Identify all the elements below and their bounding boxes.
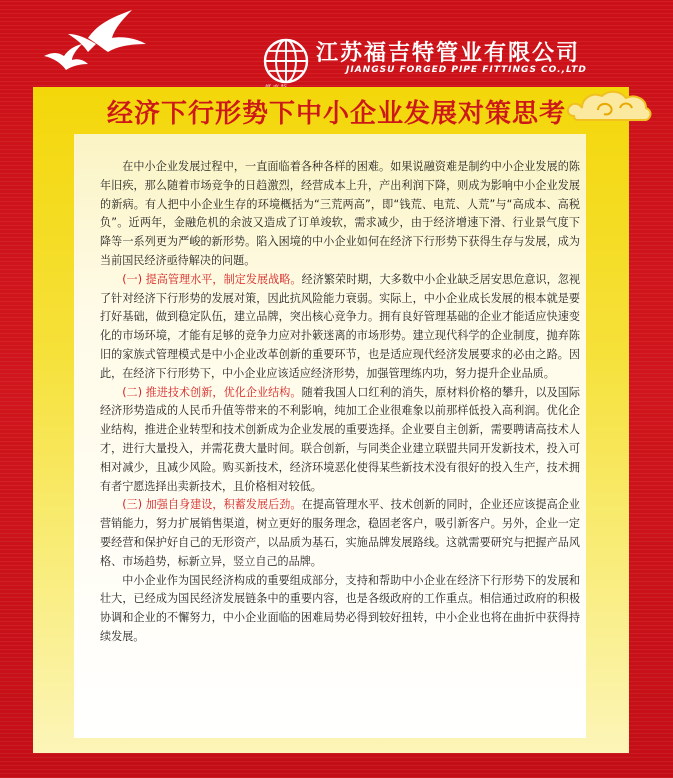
globe-logo-icon <box>262 37 310 85</box>
section-3-paragraph <box>100 496 580 571</box>
section-2-body: 随着我国人口红利的消失，原材料价格的攀升，以及国际经济形势造成的人民币升值等带来的不利影响，纯加工企业很难象以前那样低投入高利润。优化企业结构，推进企业转型和技术创新成为企业发展的重要选择。企业要自主创新，需要聘请高技术人才，进行大量投入，并需花费大量时间。联合创新，与同类企业建立联盟共同开发新技术，投入可相对减少，且减少风险。购买新技术，经济环境恶化使得某些新技术没有很好的投入生产，技术拥有者宁愿选择出卖新技术，且价格相对较低。 <box>100 385 580 493</box>
intro-paragraph: 在中小企业发展过程中，一直面临着各种各样的困难。如果说融资难是制约中小企业发展的陈年旧疾，那么随着市场竞争的日趋激烈，经营成本上升，产出利润下降，则成为影响中小企业发展的新病。有人把中小企业生存的环境概括为“三荒两高”，即“钱荒、电荒、人荒”与“高成本、高税负”。近两年，金融危机的余波又造成了订单竣软，需求减少，由于经济增速下滑、行业景气度下降等一系列更为严峻的新形势。陷入困境的中小企业如何在经济下行形势下获得生存与发展，成为当前国民经济亟待解决的问题。 <box>100 160 580 267</box>
company-name-en: JIANGSU FORGED PIPE FITTINGS CO.,LTD <box>346 65 587 75</box>
article-body <box>100 158 580 647</box>
conclusion-paragraph: 中小企业作为国民经济构成的重要组成部分，支持和帮助中小企业在经济下行形势下的发展和壮大，已经成为国民经济发展链条中的重要内容，也是各级政府的工作重点。相信通过政府的积极协调和企业的不懈努力，中小企业面临的困难局势必得到较好扭转，中小企业也将在曲折中获得持续发展。 <box>100 573 580 643</box>
section-1-body: 经济繁荣时期，大多数中小企业缺乏居安思危意识，忽视了针对经济下行形势的发展对策，因此抗风险能力衰弱。实际上，中小企业成长发展的根本就是要打好基础，做到稳定队伍，建立品牌，突出核心竞争力。拥有良好管理基础的企业才能适应快速变化的市场环境，才能有足够的竞争力应对扑簌迷离的市场形势。建立现代科学的企业制度，抛弃陈旧的家族式管理模式是中小企业改革创新的重要环节，也是适应现代经济发展要求的必由之路。因此，在经济下行形势下，中小企业应该适应经济形势，加强管理练内功，努力提升企业品质。 <box>100 272 580 380</box>
flying-birds-icon <box>40 8 190 78</box>
section-3-heading: (三) 加强自身建设，积蓄发展后劲。 <box>122 498 302 512</box>
section-2-heading: (二) 推进技术创新，优化企业结构。 <box>122 385 302 399</box>
article-title: 经济下行形势下中小企业发展对策思考 <box>106 99 566 129</box>
section-1-paragraph <box>100 271 580 384</box>
company-name-cn: 江苏福吉特管业有限公司 <box>316 41 581 66</box>
section-1-heading: (一) 提高管理水平，制定发展战略。 <box>122 272 302 286</box>
section-2-paragraph <box>100 384 580 497</box>
auspicious-cloud-icon <box>564 86 654 128</box>
section-3-body: 在提高管理水平、技术创新的同时，企业还应该提高企业营销能力，努力扩展销售渠道，树立更好的服务理念，稳固老客户，吸引新客户。另外，企业一定要经营和保护好自己的无形资产，以品质为基石，实施品牌发展路线。这就需要研究与把握产品风格、市场趋势，标新立异，竖立自己的品牌。 <box>100 498 580 568</box>
